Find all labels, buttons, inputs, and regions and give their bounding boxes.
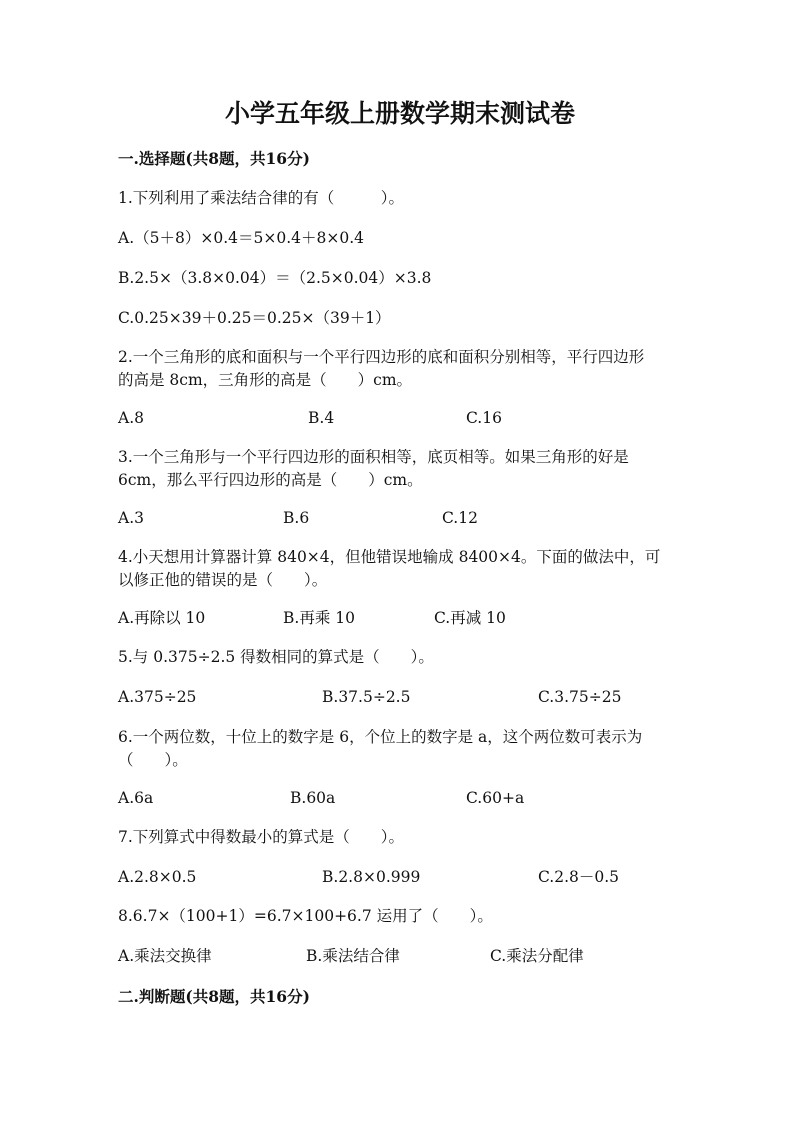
question-4-option-c: C.再减 10 [434,609,506,627]
question-6-option-a: A.6a [118,789,154,807]
question-6-option-b: B.60a [290,789,336,807]
question-8-option-b: B.乘法结合律 [306,947,400,965]
question-5-stem: 5.与 0.375÷2.5 得数相同的算式是（ ）。 [118,648,434,666]
question-5-option-a: A.375÷25 [118,688,197,706]
question-8-stem: 8.6.7×（100+1）=6.7×100+6.7 运用了（ ）。 [118,907,493,925]
section-heading-choice: 一.选择题(共8题，共16分) [118,149,310,168]
question-8-option-a: A.乘法交换律 [118,947,212,965]
question-3-option-c: C.12 [442,509,478,527]
question-5-option-b: B.37.5÷2.5 [322,688,411,706]
question-3-stem-line-2: 6cm，那么平行四边形的高是（ ）cm。 [118,471,423,489]
question-1-option-b: B.2.5×（3.8×0.04）＝（2.5×0.04）×3.8 [118,269,432,287]
question-8-option-c: C.乘法分配律 [490,947,584,965]
question-3-option-b: B.6 [283,509,310,527]
question-7-option-a: A.2.8×0.5 [118,868,197,886]
question-2-stem-line-1: 2.一个三角形的底和面积与一个平行四边形的底和面积分别相等，平行四边形 [118,348,645,366]
section-heading-judgement: 二.判断题(共8题，共16分) [118,987,310,1006]
question-2-option-a: A.8 [118,409,144,427]
question-1-option-c: C.0.25×39＋0.25＝0.25×（39＋1） [118,309,391,327]
question-6-option-c: C.60+a [466,789,525,807]
question-4-stem-line-1: 4.小天想用计算器计算 840×4，但他错误地输成 8400×4。下面的做法中，可 [118,548,661,566]
question-5-option-c: C.3.75÷25 [538,688,622,706]
question-2-stem-line-2: 的高是 8cm，三角形的高是（ ）cm。 [118,371,413,389]
question-6-stem-line-2: （ ）。 [118,751,188,769]
question-2-option-c: C.16 [466,409,502,427]
question-7-option-b: B.2.8×0.999 [322,868,421,886]
question-4-option-a: A.再除以 10 [118,609,206,627]
question-6-stem-line-1: 6.一个两位数，十位上的数字是 6，个位上的数字是 a，这个两位数可表示为 [118,728,643,746]
question-1-stem: 1.下列利用了乘法结合律的有（ ）。 [118,189,405,207]
page-title: 小学五年级上册数学期末测试卷 [224,99,575,128]
question-3-option-a: A.3 [118,509,144,527]
question-7-option-c: C.2.8－0.5 [538,868,620,886]
question-2-option-b: B.4 [308,409,335,427]
question-7-stem: 7.下列算式中得数最小的算式是（ ）。 [118,828,405,846]
question-1-option-a: A.（5＋8）×0.4＝5×0.4＋8×0.4 [118,229,364,247]
question-4-stem-line-2: 以修正他的错误的是（ ）。 [118,571,328,589]
question-3-stem-line-1: 3.一个三角形与一个平行四边形的面积相等，底页相等。如果三角形的好是 [118,448,629,466]
question-4-option-b: B.再乘 10 [283,609,355,627]
